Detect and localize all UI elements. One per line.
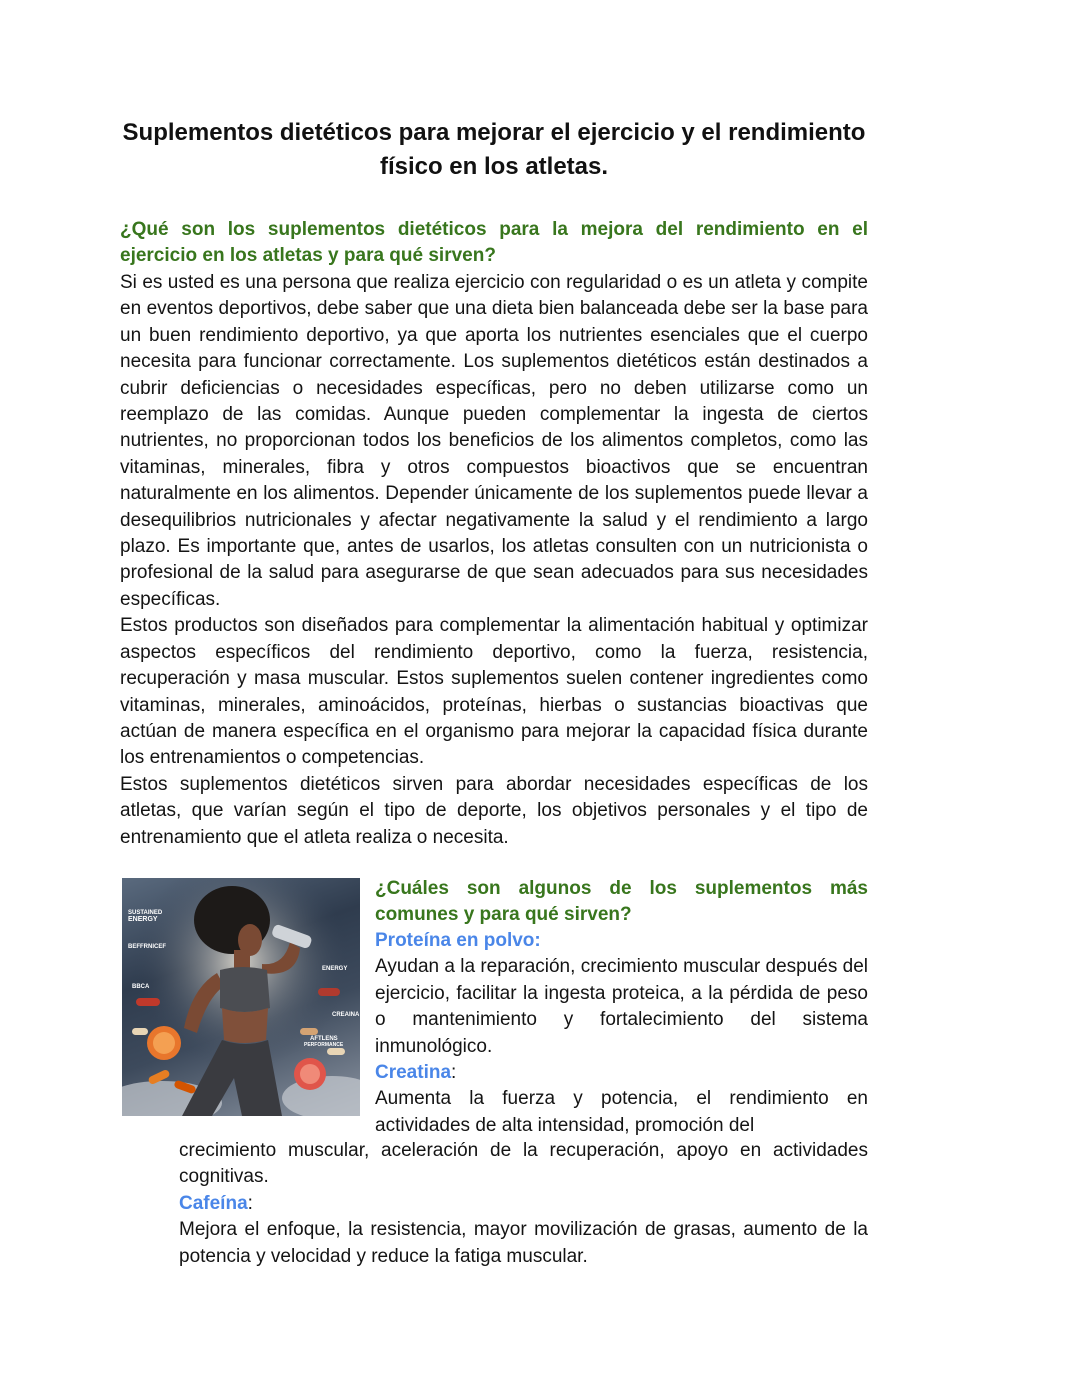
supplement-description-protein: Ayudan a la reparación, crecimiento muscular después del ejercicio, facilitar la ingesta proteica, a la pérdida de peso o mantenimiento y fortalecimiento del sistema inmunológico.: [375, 956, 868, 1057]
paragraph: Estos suplementos dietéticos sirven para abordar necesidades específicas de los atletas, que varían según el tipo de deporte, los objetivos personales y el tipo de entrenamiento que el atleta realiza o necesita.: [120, 773, 868, 848]
svg-text:AFTLENS: AFTLENS: [310, 1036, 338, 1042]
paragraph: Estos productos son diseñados para complementar la alimentación habitual y optimizar aspectos específicos del rendimiento deportivo, como la fuerza, resistencia, recuperación y masa muscular. Estos suplementos suelen contener ingredientes como vitaminas, minerales, aminoácidos, proteínas, hierbas o sustancias bioactivas que actúan de manera específica en el organismo para mejorar la capacidad física durante los entrenamientos o competencias.: [120, 615, 868, 769]
supplements-list-right-column: [375, 928, 868, 1139]
athlete-illustration-icon: [122, 878, 360, 1116]
supplement-description-creatine-part1: Aumenta la fuerza y potencia, el rendimiento en actividades de alta intensidad, promoción del: [375, 1088, 868, 1136]
supplement-name-protein: Proteína en polvo:: [375, 930, 541, 951]
svg-text:BEFFRNICEF: BEFFRNICEF: [128, 944, 166, 950]
intro-paragraphs: [120, 270, 868, 851]
page-title: Suplementos dietéticos para mejorar el ejercicio y el rendimiento físico en los atletas.: [122, 119, 866, 180]
colon: :: [451, 1062, 457, 1084]
supplement-heading-caffeine: [179, 1191, 868, 1217]
athlete-supplements-image: [122, 878, 360, 1116]
colon: :: [247, 1192, 253, 1214]
supplement-description-creatine-part2: crecimiento muscular, aceleración de la recuperación, apoyo en actividades cognitivas.: [179, 1140, 868, 1188]
section-heading-what-are-supplements: ¿Qué son los suplementos dietéticos para la mejora del rendimiento en el ejercicio en los atletas y para qué sirven?: [120, 219, 868, 267]
section-heading-common-supplements: ¿Cuáles son algunos de los suplementos más comunes y para qué sirven?: [375, 878, 868, 926]
svg-text:CREAINA: CREAINA: [332, 1012, 360, 1018]
svg-text:SUSTAINED: SUSTAINED: [128, 910, 163, 916]
supplement-heading-creatine: [375, 1060, 868, 1086]
paragraph: Si es usted es una persona que realiza ejercicio con regularidad o es un atleta y compite en eventos deportivos, debe saber que una dieta bien balanceada debe ser la base para un buen rendimiento deportivo, ya que aporta los nutrientes esenciales que el cuerpo necesita para funcionar correctamente. Los suplementos dietéticos están destinados a cubrir deficiencias o necesidades específicas, pero no deben utilizarse como un reemplazo de las comidas. Aunque pueden complementar la ingesta de ciertos nutrientes, no proporcionan todos los beneficios de los alimentos completos, como las vitaminas, minerales, fibra y otros compuestos bioactivos que se encuentran naturalmente en los alimentos. Depender únicamente de los suplementos puede llevar a desequilibrios nutricionales y afectar negativamente la salud y el rendimiento a largo plazo. Es importante que, antes de usarlos, los atletas consulten con un nutricionista o profesional de la salud para asegurarse de que sean adecuados para sus necesidades específicas.: [120, 272, 868, 610]
svg-text:ENERGY: ENERGY: [322, 966, 348, 972]
supplements-list-wrapped: [179, 1138, 868, 1270]
svg-text:BBCA: BBCA: [132, 984, 150, 990]
supplement-name-caffeine: Cafeína: [179, 1192, 248, 1214]
svg-text:PERFORMANCE: PERFORMANCE: [304, 1042, 344, 1048]
supplement-name-creatine: Creatina: [375, 1062, 452, 1084]
svg-text:ENERGY: ENERGY: [128, 916, 158, 923]
supplement-description-caffeine: Mejora el enfoque, la resistencia, mayor movilización de grasas, aumento de la potencia y velocidad y reduce la fatiga muscular.: [179, 1219, 868, 1267]
